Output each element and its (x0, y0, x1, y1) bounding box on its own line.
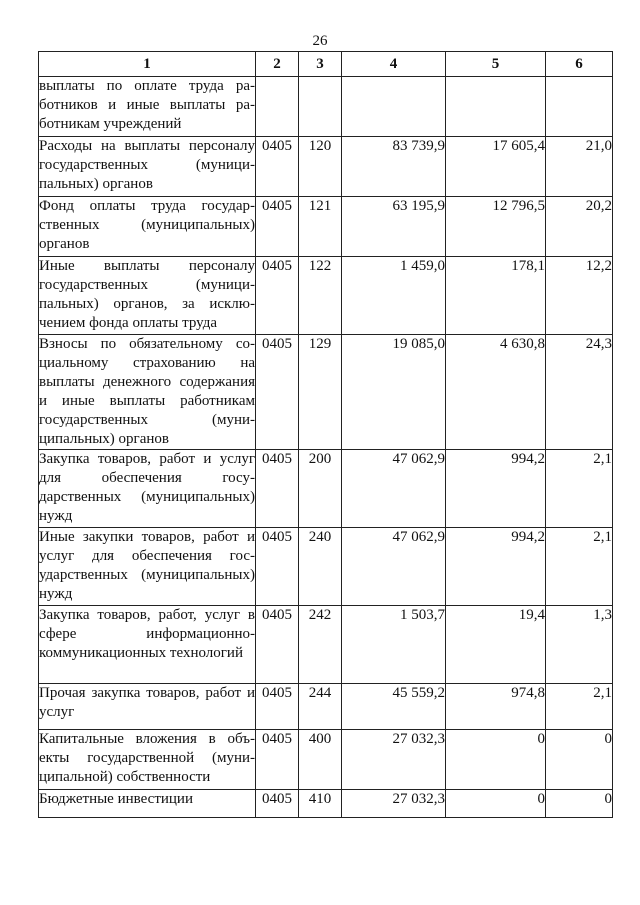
executed-cell: 19,4 (446, 606, 546, 684)
percent-cell: 21,0 (546, 137, 613, 197)
row-name-cell: Расходы на выплаты персоналу государственных (муниципальных) органов (39, 137, 256, 197)
column-header: 4 (342, 52, 446, 77)
table-row (39, 335, 613, 450)
percent-cell (546, 77, 613, 137)
executed-cell: 17 605,4 (446, 137, 546, 197)
section-code-cell: 0405 (256, 684, 299, 730)
executed-cell: 0 (446, 730, 546, 790)
percent-cell: 2,1 (546, 684, 613, 730)
table-row (39, 197, 613, 257)
amount-cell: 1 503,7 (342, 606, 446, 684)
expense-type-code-cell: 410 (299, 790, 342, 818)
table-row (39, 137, 613, 197)
section-code-cell: 0405 (256, 790, 299, 818)
column-header: 1 (39, 52, 256, 77)
amount-cell: 1 459,0 (342, 257, 446, 335)
amount-cell: 63 195,9 (342, 197, 446, 257)
column-header: 5 (446, 52, 546, 77)
expense-type-code-cell (299, 77, 342, 137)
row-name-cell: Прочая закупка товаров, работ и услуг (39, 684, 256, 730)
page-number: 26 (312, 33, 328, 49)
section-code-cell: 0405 (256, 606, 299, 684)
percent-cell: 0 (546, 730, 613, 790)
row-name-cell: Закупка товаров, работ, услуг в сфере информационно-коммуникационных технологий (39, 606, 256, 684)
row-name-cell: Иные выплаты персоналу государственных (муниципальных) органов, за исключением фонда оплаты труда (39, 257, 256, 335)
column-header: 2 (256, 52, 299, 77)
percent-cell: 12,2 (546, 257, 613, 335)
executed-cell: 12 796,5 (446, 197, 546, 257)
percent-cell: 2,1 (546, 450, 613, 528)
expense-type-code-cell: 242 (299, 606, 342, 684)
expense-type-code-cell: 129 (299, 335, 342, 450)
section-code-cell: 0405 (256, 450, 299, 528)
executed-cell: 0 (446, 790, 546, 818)
amount-cell: 47 062,9 (342, 528, 446, 606)
executed-cell: 974,8 (446, 684, 546, 730)
percent-cell: 0 (546, 790, 613, 818)
amount-cell: 83 739,9 (342, 137, 446, 197)
section-code-cell: 0405 (256, 257, 299, 335)
row-name-cell: Закупка товаров, работ и услуг для обеспечения государственных (муниципальных) нужд (39, 450, 256, 528)
section-code-cell: 0405 (256, 137, 299, 197)
executed-cell (446, 77, 546, 137)
percent-cell: 24,3 (546, 335, 613, 450)
expense-type-code-cell: 121 (299, 197, 342, 257)
table-row (39, 528, 613, 606)
percent-cell: 20,2 (546, 197, 613, 257)
section-code-cell: 0405 (256, 730, 299, 790)
table-header-row (39, 52, 613, 77)
section-code-cell (256, 77, 299, 137)
table-row (39, 450, 613, 528)
row-name-cell: Взносы по обязательному социальному страхованию на выплаты денежного содержания и иные выплаты работникам государственных (муниципальных) органов (39, 335, 256, 450)
percent-cell: 2,1 (546, 528, 613, 606)
table-row (39, 77, 613, 137)
amount-cell (342, 77, 446, 137)
row-name-cell: Фонд оплаты труда государственных (муниципальных) органов (39, 197, 256, 257)
amount-cell: 47 062,9 (342, 450, 446, 528)
row-name-cell: Бюджетные инвестиции (39, 790, 256, 818)
section-code-cell: 0405 (256, 197, 299, 257)
budget-table (38, 51, 613, 818)
table-row (39, 684, 613, 730)
expense-type-code-cell: 244 (299, 684, 342, 730)
amount-cell: 19 085,0 (342, 335, 446, 450)
amount-cell: 27 032,3 (342, 790, 446, 818)
table-row (39, 730, 613, 790)
expense-type-code-cell: 120 (299, 137, 342, 197)
row-name-cell: Иные закупки товаров, работ и услуг для обеспечения государственных (муниципальных) нужд (39, 528, 256, 606)
executed-cell: 4 630,8 (446, 335, 546, 450)
amount-cell: 45 559,2 (342, 684, 446, 730)
expense-type-code-cell: 400 (299, 730, 342, 790)
executed-cell: 178,1 (446, 257, 546, 335)
table-row (39, 257, 613, 335)
row-name-cell: Капитальные вложения в объекты государственной (муниципальной) собственности (39, 730, 256, 790)
executed-cell: 994,2 (446, 528, 546, 606)
section-code-cell: 0405 (256, 528, 299, 606)
row-name-cell: выплаты по оплате труда работников и иные выплаты работникам учреждений (39, 77, 256, 137)
table-row (39, 790, 613, 818)
executed-cell: 994,2 (446, 450, 546, 528)
percent-cell: 1,3 (546, 606, 613, 684)
amount-cell: 27 032,3 (342, 730, 446, 790)
expense-type-code-cell: 240 (299, 528, 342, 606)
column-header: 6 (546, 52, 613, 77)
column-header: 3 (299, 52, 342, 77)
expense-type-code-cell: 122 (299, 257, 342, 335)
section-code-cell: 0405 (256, 335, 299, 450)
expense-type-code-cell: 200 (299, 450, 342, 528)
table-row (39, 606, 613, 684)
